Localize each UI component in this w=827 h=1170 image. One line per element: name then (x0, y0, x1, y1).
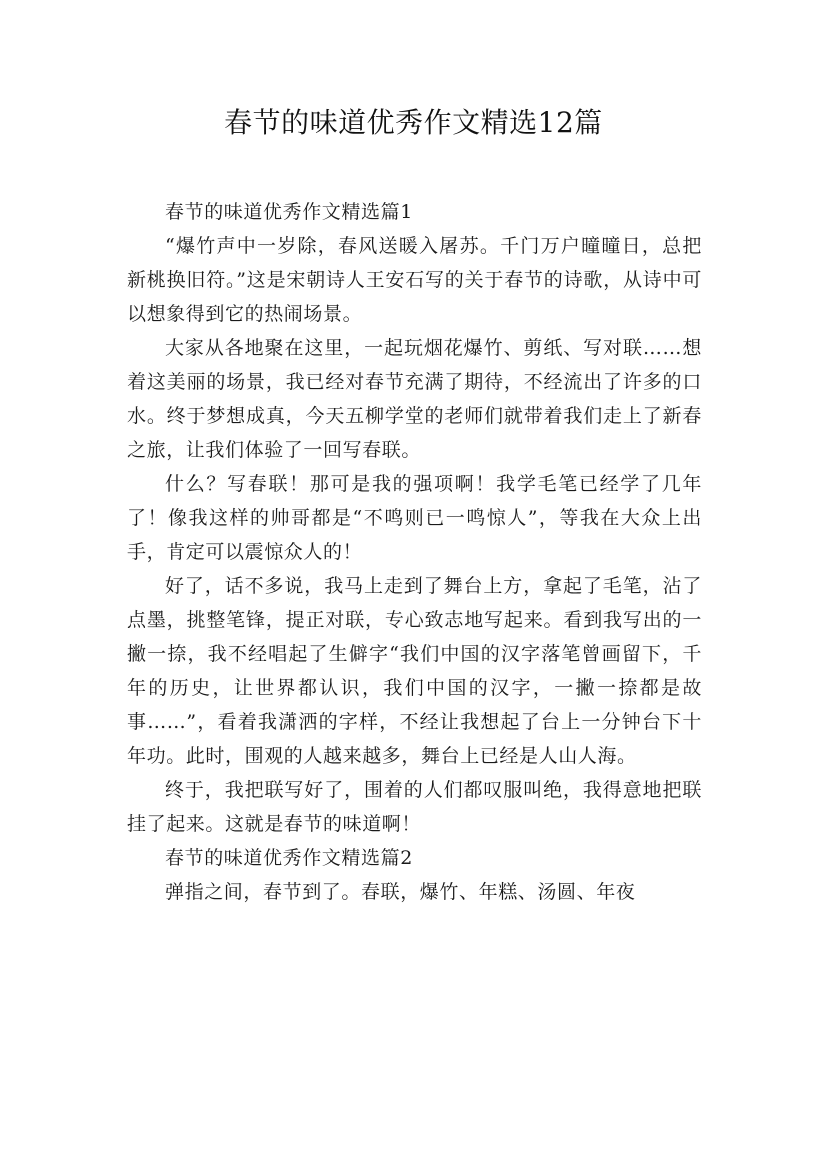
section-heading-2: 春节的味道优秀作文精选篇2 (165, 847, 413, 869)
document-body (127, 195, 702, 909)
paragraph-3: 什么？写春联！那可是我的强项啊！我学毛笔已经学了几年了！像我这样的帅哥都是“不鸣则已一鸣惊人”，等我在大众上出手，肯定可以震惊众人的！ (127, 473, 702, 563)
paragraph-4: 好了，话不多说，我马上走到了舞台上方，拿起了毛笔，沾了点墨，挑整笔锋，提正对联，专心致志地写起来。看到我写出的一撇一捺，我不经唱起了生僻字“我们中国的汉字落笔曾画留下，千年的历史，让世界都认识，我们中国的汉字，一撇一捺都是故事……”，看着我潇洒的字样，不经让我想起了台上一分钟台下十年功。此时，围观的人越来越多，舞台上已经是人山人海。 (127, 575, 702, 767)
paragraph-1: “爆竹声中一岁除，春风送暖入屠苏。千门万户曈曈日，总把新桃换旧符。”这是宋朝诗人王安石写的关于春节的诗歌，从诗中可以想象得到它的热闹场景。 (127, 235, 702, 325)
paragraph-5: 终于，我把联写好了，围着的人们都叹服叫绝，我得意地把联挂了起来。这就是春节的味道啊！ (127, 779, 702, 835)
paragraph-6: 弹指之间，春节到了。春联，爆竹、年糕、汤圆、年夜 (165, 881, 636, 903)
document-title: 春节的味道优秀作文精选12篇 (224, 106, 603, 139)
section-heading-1: 春节的味道优秀作文精选篇1 (165, 201, 413, 223)
paragraph-2: 大家从各地聚在这里，一起玩烟花爆竹、剪纸、写对联……想着这美丽的场景，我已经对春节充满了期待，不经流出了许多的口水。终于梦想成真，今天五柳学堂的老师们就带着我们走上了新春之旅，让我们体验了一回写春联。 (127, 337, 702, 461)
